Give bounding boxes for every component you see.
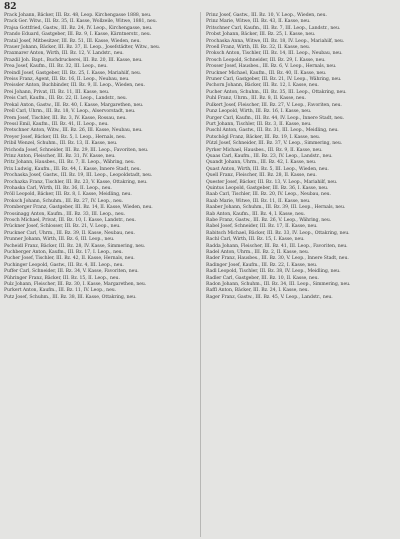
directory-entry: Pressl Emil, Kaufm., III. Bz. 41, II. Leop., neu. (4, 121, 109, 127)
directory-entry: Preiss Franz, Agent, III. Bz. 16, II. Leop., Neubau, neu. (4, 77, 130, 83)
directory-entry: Probst Johann, Bäcker, III. Bz. 25, I. Kasse, neu. (206, 32, 316, 38)
directory-entry: Purger Carl, Kaufm., III. Bz. 44, IV. Leop., Innere Stadt, neu. (206, 115, 345, 121)
left-column (4, 13, 192, 301)
directory-entry: Puschl Anton, Gastw., III. Bz. 31, III. Leop., Meidling, neu. (206, 128, 339, 134)
directory-entry: Radinger Josef, Kaufm., III. Bz. 22, I. Kasse, neu. (206, 262, 318, 268)
directory-entry: Prückner Josef, Schlosser, III. Bz. 21, V. Leop., neu. (4, 224, 121, 230)
directory-entry: Prosch Michael, Privat, III. Bz. 10, I. Kasse, Landstr., neu. (4, 218, 136, 223)
directory-entry: Prack Johann, Bäcker, III. Bz. 48, Leop. Kirchengasse 1888, neu. (4, 13, 152, 18)
directory-entry: Prosser Josef, Hausbes., III. Bz. 6, V. Leop., Hernals, neu. (206, 64, 337, 70)
directory-entry: Pucher Anton, Schuhm., III. Bz. 35, III. Leop., Ottakring, neu. (206, 89, 347, 95)
directory-entry: Quast Anton, Wirth, III. Bz. 5, III. Leop., Wieden, neu. (206, 166, 329, 172)
directory-entry: Prauer Johann, Bäcker, III. Bz. 37, II. Leop., Josefstädter, Witw., neu. (4, 45, 161, 51)
directory-entry: Prochazka Franz, Tischler, III. Bz. 23, V. Kasse, Ottakring, neu. (4, 179, 148, 185)
directory-entry: Prochaska Josef, Gastw., III. Bz. 19, III. Leop., Leopoldstadt, neu. (4, 173, 153, 179)
directory-entry: Pruckner Michael, Kaufm., III. Bz. 40, II. Kasse, neu. (206, 70, 327, 76)
directory-entry: Pruckner Carl, Uhrm., III. Bz. 39, II. Kasse, Neubau, neu. (4, 230, 135, 236)
directory-entry: Proksch Johann, Schuhm., III. Bz. 27, IV. Leop., neu. (4, 198, 124, 204)
directory-entry: Quandt Johann, Uhrm., III. Bz. 42, I. Kasse, neu. (206, 160, 317, 166)
directory-entry: Puhl Franz, Uhrm., III. Bz. 8, II. Kasse, neu. (206, 96, 306, 102)
directory-entry: Raaber Johann, Schuhm., III. Bz. 39, III. Leop., Hernals, neu. (206, 205, 346, 211)
directory-entry: Prinz Josef, Gastw., III. Bz. 10, V. Leop., Wieden, neu. (206, 13, 327, 18)
directory-entry: Pruner Carl, Gastgeber, III. Bz. 21, IV. Leop., Währing, neu. (206, 77, 342, 83)
directory-entry: Pscheidl Franz, Bäcker, III. Bz. 28, IV. Kasse, Simmering, neu. (4, 243, 146, 249)
right-column (206, 13, 396, 301)
directory-entry: Pratal Josef, Mitbesitzer, III. Bz. 51, III. Kasse, Wieden, neu. (4, 38, 141, 44)
directory-entry: Proell Franz, Wirth, III. Bz. 32, II. Kasse, neu. (206, 45, 311, 51)
directory-entry: Prei Johann, Privat, III. Bz. 11, III. Kasse, neu. (4, 89, 110, 95)
directory-entry: Prell Carl, Uhrm., III. Bz. 18, V. Leop., Alservorstadt, neu. (4, 109, 136, 115)
directory-entry: Radel Anton, Uhrm., III. Bz. 2, II. Kasse, neu. (206, 250, 310, 256)
directory-entry: Pritz Johann, Hausbes., III. Bz. 7, II. Leop., Währing, neu. (4, 160, 136, 166)
directory-entry: Quell Franz, Fleischer, III. Bz. 28, II. Kasse, neu. (206, 173, 317, 179)
directory-entry: Prea Josef, Kaufm., III. Bz. 32, III. Leop., neu. (4, 64, 108, 70)
directory-entry: Raab Carl, Tischler, III. Bz. 20, IV. Leop., Neubau, neu. (206, 192, 331, 198)
directory-entry: Pulz Johann, Fleischer, III. Bz. 30, I. Kasse, Margarethen, neu. (4, 282, 147, 288)
directory-entry: Punz Leopold, Wirth, III. Bz. 16, I. Kasse, neu. (206, 109, 312, 115)
directory-entry: Puffer Carl, Schneider, III. Bz. 34, V. Kasse, Favoriten, neu. (4, 269, 139, 275)
directory-entry: Prinz Marie, Witwe, III. Bz. 43, II. Kasse, neu. (206, 19, 311, 25)
directory-entry: Radler Carl, Gastgeber, III. Bz. 10, II. Kasse, neu. (206, 275, 319, 281)
directory-entry: Rader Franz, Hausbes., III. Bz. 30, V. Leop., Innere Stadt, neu. (206, 256, 349, 262)
directory-entry: Rabel Josef, Schneider, III. Bz. 17, II. Kasse, neu. (206, 224, 318, 230)
directory-entry: Quaas Carl, Kaufm., III. Bz. 23, IV. Leop., Landstr., neu. (206, 153, 333, 159)
directory-entry: Pühringer Franz, Bäcker, III. Bz. 15, II. Leop., neu. (4, 275, 120, 281)
directory-entry: Pützl Josef, Schneider, III. Bz. 37, V. Leop., Simmering, neu. (206, 141, 343, 147)
directory-entry: Proksch Anton, Tischler, III. Bz. 14, III. Leop., Neubau, neu. (206, 51, 343, 57)
directory-entry: Purkert Anton, Kaufm., III. Bz. 11, IV. Leop., neu. (4, 288, 117, 294)
directory-entry: Radda Johann, Fleischer, III. Bz. 41, III. Leop., Favoriten, neu. (206, 243, 348, 249)
column-divider (200, 12, 201, 537)
directory-entry: Rabitsch Michael, Bäcker, III. Bz. 33, IV. Leop., Ottakring, neu. (206, 230, 350, 236)
directory-entry: Prohaska Carl, Wirth, III. Bz. 36, II. Leop., neu. (4, 185, 112, 191)
directory-entry: Prando Eduard, Gastgeber, III. Bz. 9, I. Kasse, Kärntnerstr., neu. (4, 32, 152, 38)
directory-entry: Prack Ger. Witw., III. Bz. 35, II. Kasse, Wollzeile, Witwe, 1881, neu. (4, 19, 158, 25)
directory-entry: Pulkert Josef, Fleischer, III. Bz. 27, V. Leop., Favoriten, neu. (206, 102, 342, 108)
page-number: 82 (4, 2, 17, 12)
directory-entry: Pschorn Johann, Bäcker, III. Bz. 12, I. Kasse, neu. (206, 83, 319, 89)
directory-entry: Prochaska Anna, Witwe, III. Bz. 18, IV. Leop., Mariahilf, neu. (206, 38, 345, 44)
directory-entry: Prinz Anton, Fleischer, III. Bz. 31, IV. Kasse, neu. (4, 153, 116, 159)
directory-entry: Prix Ludwig, Kaufm., III. Bz. 44, I. Kasse, Innere Stadt, neu. (4, 166, 141, 172)
directory-entry: Pribil Wenzel, Schuhm., III. Bz. 13, II. Kasse, neu. (4, 141, 118, 147)
directory-entry: Preindl Josef, Gastgeber, III. Bz. 25, I. Kasse, Mariahilf, neu. (4, 70, 142, 76)
directory-entry: Purt Johann, Tischler, III. Bz. 3, II. Kasse, neu. (206, 121, 312, 127)
directory-entry: Putz Josef, Schuhm., III. Bz. 38, III. Kasse, Ottakring, neu. (4, 294, 137, 300)
directory-entry: Prajsa Gottfried, Gastw., III. Bz. 24, IV. Leop., Kirchengasse, neu. (4, 25, 153, 31)
directory-entry: Pyrker Michael, Hausbes., III. Bz. 9, II. Kasse, neu. (206, 147, 323, 153)
directory-entry: Radon Johann, Schuhm., III. Bz. 34, III. Leop., Simmering, neu. (206, 282, 351, 288)
directory-entry: Pritschner Carl, Kaufm., III. Bz. 7, III. Leop., Landstr., neu. (206, 25, 341, 31)
directory-entry: Promberger Franz, Gastgeber, III. Bz. 14, II. Kasse, Wieden, neu. (4, 205, 153, 211)
directory-entry: Prunner Johann, Wirth, III. Bz. 6, III. Leop., neu. (4, 237, 115, 243)
directory-entry: Quester Josef, Bäcker, III. Bz. 13, V. Leop., Mariahilf, neu. (206, 179, 338, 185)
directory-entry: Prem Josef, Tischler, III. Bz. 3, IV. Kasse, Rossau, neu. (4, 115, 127, 121)
directory-entry: Prossinagg Anton, Kaufm., III. Bz. 33, III. Leop., neu. (4, 211, 126, 217)
directory-entry: Puchberger Anton, Kaufm., III. Bz. 17, I. Leop., neu. (4, 250, 123, 256)
directory-entry: Pretschner Anton, Witw., III. Bz. 26, III. Kasse, Neubau, neu. (4, 128, 143, 134)
directory-entry: Rachl Carl, Wirth, III. Bz. 15, I. Kasse, neu. (206, 237, 305, 243)
directory-entry: Pröll Leopold, Bäcker, III. Bz. 8, I. Kasse, Meidling, neu. (4, 192, 132, 198)
directory-entry: Raab Marie, Witwe, III. Bz. 11, II. Kasse, neu. (206, 198, 311, 204)
directory-entry: Pucher Josef, Tischler, III. Bz. 42, II. Kasse, Hernals, neu. (4, 256, 135, 262)
directory-entry: Puchinger Leopold, Gastw., III. Bz. 4, III. Leop., neu. (4, 262, 124, 268)
directory-entry: Rab Anton, Kaufm., III. Bz. 4, I. Kasse, neu. (206, 211, 306, 217)
directory-entry: Raffl Anton, Bäcker, III. Bz. 24, I. Kasse, neu. (206, 288, 310, 294)
directory-entry: Prazdil Joh. Bapt., Buchdruckerei, III. Bz. 20, III. Kasse, neu. (4, 57, 143, 63)
directory-entry: Preissler Anton, Buchbinder, III. Bz. 9, II. Leop., Wieden, neu. (4, 83, 145, 89)
directory-entry: Rabe Franz, Gastw., III. Bz. 26, V. Leop., Währing, neu. (206, 218, 332, 223)
directory-entry: Prichoda Josef, Schneider, III. Bz. 29, III. Leop., Favoriten, neu. (4, 147, 149, 153)
directory-entry: Preyer Josef, Bäcker, III. Bz. 5, I. Leop., Hernals, neu. (4, 134, 127, 140)
directory-entry: Quintus Leopold, Gastgeber, III. Bz. 36, I. Kasse, neu. (206, 185, 329, 191)
directory-entry: Preis Carl, Kaufm., III. Bz. 22, II. Leop., Landstr., neu. (4, 96, 128, 102)
directory-entry: Prekal Anton, Gastw., III. Bz. 40, I. Kasse, Margarethen, neu. (4, 102, 144, 108)
directory-entry: Putschögl Franz, Bäcker, III. Bz. 19, I. Kasse, neu. (206, 134, 321, 140)
directory-entry: Praxmarer Anton, Wirth, III. Bz. 12, V. Landstr., neu. (4, 51, 124, 57)
directory-entry: Radl Leopold, Tischler, III. Bz. 38, IV. Leop., Meidling, neu. (206, 269, 341, 275)
directory-entry: Rager Franz, Gastw., III. Bz. 45, V. Leop., Landstr., neu. (206, 294, 333, 300)
directory-entry: Prosch Leopold, Schneider, III. Bz. 29, I. Kasse, neu. (206, 57, 326, 63)
